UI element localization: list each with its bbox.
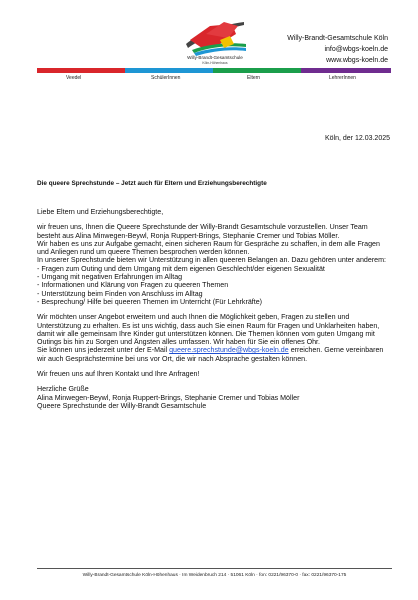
list-item: - Umgang mit negativen Erfahrungen im Alltag: [37, 273, 392, 281]
contact-post-text: erreichen. Gerne vereinbaren wir auch Gesprächstermine bei uns vor Ort, die wir nach Absprache gestalten können.: [37, 346, 384, 363]
list-item: - Unterstützung beim Finden von Anschluss im Alltag: [37, 290, 392, 298]
nav-label-eltern: Eltern: [247, 75, 261, 81]
footer-address: Willy-Brandt-Gesamtschule Köln-Höhenhaus · Im Weidenbruch 214 · 51061 Köln · fon: 0221/96370-0 · fax: 0221/96370-175: [82, 573, 347, 578]
letter-date: Köln, der 12.03.2025: [325, 135, 390, 142]
letter-intro-block: [37, 223, 392, 306]
contact-school-name: Willy-Brandt-Gesamtschule Köln: [287, 35, 388, 42]
footer-divider: [37, 568, 392, 569]
stripe-veedel: [37, 68, 125, 73]
list-item: - Fragen zum Outing und dem Umgang mit dem eigenen Geschlecht/der eigenen Sexualität: [37, 265, 392, 273]
logo-school-location: Köln-Höhenhaus: [202, 61, 228, 65]
contact-website[interactable]: www.wbgs-koeln.de: [326, 57, 388, 64]
letter-support: In unserer Sprechstunde bieten wir Unterstützung in allen queeren Belangen an. Dazu gehören unter anderem:: [37, 256, 387, 265]
stripe-schuelerinnen: [125, 68, 213, 73]
header-contact: [287, 33, 388, 66]
logo-school-name: Willy-Brandt-Gesamtschule: [187, 55, 243, 60]
list-item: - Besprechung/ Hilfe bei queeren Themen im Unterricht (Für Lehrkräfte): [37, 298, 392, 306]
stripe-lehrerinnen: [301, 68, 391, 73]
letter-closing: Wir freuen uns auf Ihren Kontakt und Ihre Anfragen!: [37, 370, 200, 379]
letter-names: Alina Minwegen-Beywl, Ronja Ruppert-Brings, Stephanie Cremer und Tobias Möller: [37, 393, 300, 402]
support-list: [37, 265, 392, 306]
letter-signature: [37, 385, 392, 410]
letter-regards: Herzliche Grüße: [37, 385, 89, 394]
letter-body: [37, 208, 392, 410]
letter-team: Queere Sprechstunde der Willy-Brandt Gesamtschule: [37, 401, 207, 410]
nav-label-schuelerinnen: SchülerInnen: [151, 75, 181, 81]
letter-intro: wir freuen uns, Ihnen die Queere Sprechstunde der Willy-Brandt Gesamtschule vorzustellen. Unser Team besteht aus Alina Minwegen-Beywl, Ronja Ruppert-Brings, Stephanie Cremer und Tobias Möller.: [37, 223, 368, 240]
letter-subject: Die queere Sprechstunde – Jetzt auch für Eltern und Erziehungsberechtigte: [37, 180, 267, 187]
sprechstunde-email-link[interactable]: queere.sprechstunde@wbgs-koeln.de: [169, 346, 289, 355]
letter-task: Wir haben es uns zur Aufgabe gemacht, einen sicheren Raum für Gespräche zu schaffen, in dem alle Fragen und Anliegen rund um queere Themen besprochen werden können.: [37, 239, 380, 257]
letter-contact-paragraph: [37, 346, 392, 363]
letter-salutation: Liebe Eltern und Erziehungsberechtigte,: [37, 208, 164, 216]
nav-label-veedel: Veedel: [66, 75, 82, 81]
stripe-eltern: [213, 68, 301, 73]
contact-email[interactable]: info@wbgs-koeln.de: [324, 46, 388, 53]
nav-label-lehrerinnen: LehrerInnen: [329, 75, 356, 81]
letter-extend: Wir möchten unser Angebot erweitern und auch Ihnen die Möglichkeit geben, Fragen zu stellen und Unterstützung zu erhalten. Es ist uns wichtig, dass auch Sie einen Raum für Fragen und Unklarheiten haben, damit wir alle gemeinsam Ihre Kinder gut unterstützen können. Die Themen können vom guten Umgang mit Outings bis hin zu Sorgen und Ängsten alles umfassen. Wir haben für Sie ein offenes Ohr.: [37, 313, 380, 347]
list-item: - Informationen und Klärung von Fragen zu queeren Themen: [37, 281, 392, 289]
school-logo-icon: [180, 14, 250, 59]
contact-pre-text: Sie können uns jederzeit unter der E-Mail: [37, 346, 168, 355]
